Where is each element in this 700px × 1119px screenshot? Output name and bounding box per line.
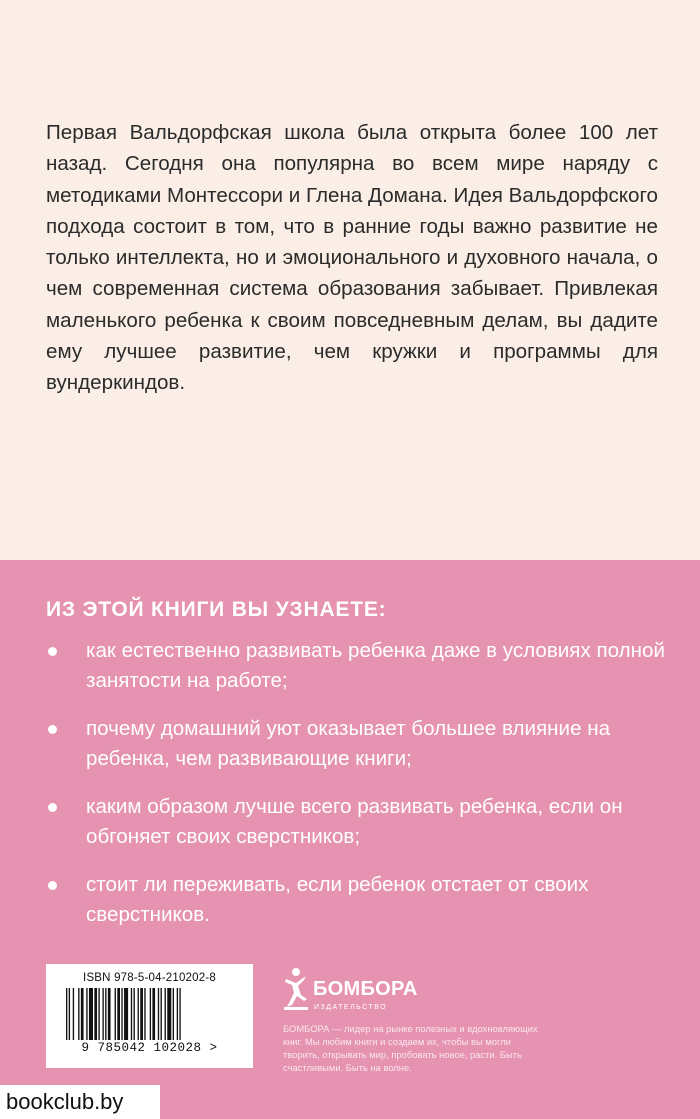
list-item xyxy=(46,792,666,852)
jumping-figure-icon xyxy=(283,967,309,1011)
list-item-text: почему домашний уют оказывает большее влияние на ребенка, чем развивающие книги; xyxy=(86,717,611,770)
bullet-icon xyxy=(48,803,57,812)
watermark: bookclub.by xyxy=(0,1085,160,1119)
bullet-icon xyxy=(48,881,57,890)
publisher-logo xyxy=(283,965,443,1013)
list-item xyxy=(46,636,666,696)
barcode-block xyxy=(46,964,253,1068)
publisher-sub: ИЗДАТЕЛЬСТВО xyxy=(314,1004,388,1011)
intro-paragraph: Первая Вальдорфская школа была открыта более 100 лет назад. Сегодня она популярна во всем мире наряду с методиками Монтессори и Глена Домана. Идея Вальдорфского подхода состоит в том, что в ранние годы важно развитие не только интеллекта, но и эмоционального и духовного начала, о чем современная система образования забывает. Привлекая маленького ребенка к своим повседневным делам, вы дадите ему лучшее развитие, чем кружки и программы для вундеркиндов. xyxy=(46,121,658,395)
list-item-text: каким образом лучше всего развивать ребенка, если он обгоняет своих сверстников; xyxy=(86,795,623,848)
bullet-icon xyxy=(48,647,57,656)
publisher-about: БОМБОРА — лидер на рынке полезных и вдохновляющих книг. Мы любим книги и создаем их, чтобы вы могли творить, открывать мир, пробовать новое, расти. Быть счастливыми. Быть на волне. xyxy=(283,1023,538,1073)
barcode-digits: 9 785042 102028 > xyxy=(81,1041,218,1055)
publisher-name: БОМБОРА xyxy=(313,978,418,1000)
list-item-text: как естественно развивать ребенка даже в условиях полной занятости на работе; xyxy=(86,639,665,692)
isbn-label: ISBN 978-5-04-210202-8 xyxy=(83,972,216,984)
bottom-panel xyxy=(0,560,700,1119)
learn-heading: ИЗ ЭТОЙ КНИГИ ВЫ УЗНАЕТЕ: xyxy=(46,598,387,621)
learn-list xyxy=(46,636,666,948)
list-item xyxy=(46,870,666,930)
bullet-icon xyxy=(48,725,57,734)
barcode-icon xyxy=(60,988,240,1040)
list-item-text: стоит ли переживать, если ребенок отстает от своих сверстников. xyxy=(86,873,589,926)
list-item xyxy=(46,714,666,774)
